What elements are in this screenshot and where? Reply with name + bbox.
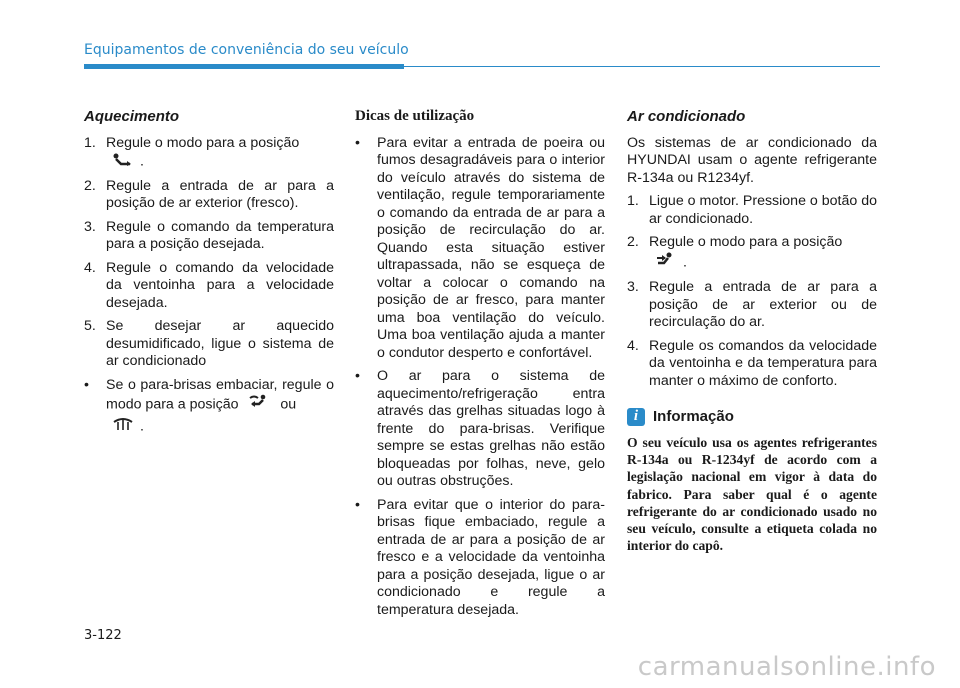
list-item (84, 318, 334, 371)
section-title: Equipamentos de conveniência do seu veículo (84, 42, 409, 58)
list-item (84, 178, 334, 213)
item-number: 4. (627, 337, 639, 354)
list-item (627, 338, 877, 391)
list-item (355, 497, 605, 620)
list-item (355, 368, 605, 491)
heating-heading: Aquecimento (84, 108, 180, 125)
face-vent-icon (655, 252, 677, 274)
item-text: Regule o comando da velocidade da ventoinha para a velocidade desejada. (106, 259, 334, 311)
item-number: 5. (84, 318, 96, 334)
item-number: 1. (627, 193, 639, 209)
item-text: Regule a entrada de ar para a posição de ar exterior ou de recirculação do ar. (649, 279, 877, 330)
item-text: Regule o modo para a posição (649, 234, 843, 250)
item-number: 3. (627, 279, 639, 295)
bullet: • (355, 496, 360, 513)
defrost-icon (112, 416, 134, 438)
info-title: Informação (653, 408, 734, 426)
ac-intro: Os sistemas de ar condicionado da HYUNDAI usam o agente refrigerante R-134a ou R1234yf. (627, 134, 877, 186)
tips-heading: Dicas de utilização (355, 108, 475, 124)
item-text: Se desejar ar aquecido desumidificado, ligue o sistema de ar condicionado (106, 318, 334, 369)
item-text-end: . (140, 153, 144, 170)
list-item (84, 377, 334, 438)
floor-defrost-icon (248, 394, 270, 416)
list-item (355, 135, 605, 363)
page-number: 3-122 (84, 628, 122, 643)
item-number: 3. (84, 218, 96, 235)
item-text: Se o para-brisas embaciar, regule o modo para a posição (106, 376, 334, 413)
list-item (84, 219, 334, 254)
watermark: carmanualsonline.info (637, 652, 936, 682)
bullet: • (84, 376, 89, 393)
air-conditioning-column (627, 108, 877, 554)
floor-vent-icon (112, 152, 134, 172)
item-text-end: . (140, 418, 144, 434)
info-text: O seu veículo usa os agentes refrigerantes R-134a ou R-1234yf de acordo com a legislação nacional em vigor à data do fabrico. Para saber qual é o agente refrigerante do ar condicionado usado no seu veículo, consulte a etiqueta colada no interior do capô. (627, 435, 877, 554)
header-rule-thick (84, 64, 404, 69)
list-item (627, 234, 877, 273)
list-item (84, 260, 334, 313)
item-number: 4. (84, 259, 96, 276)
info-icon: i (627, 408, 645, 426)
item-text: O ar para o sistema de aquecimento/refrigeração entra através das grelhas situadas logo à frente do para-brisas. Verifique sempre se estas grelhas não estão bloqueadas por folhas, neve, gelo ou outras obstruções. (377, 368, 605, 489)
tips-column (355, 108, 605, 625)
item-text: Regule o modo para a posição (106, 134, 300, 151)
list-item (627, 193, 877, 228)
item-text: Ligue o motor. Pressione o botão do ar condicionado. (649, 193, 877, 227)
bullet: • (355, 134, 360, 151)
item-text-end: . (683, 254, 687, 270)
bullet: • (355, 368, 360, 384)
list-item (627, 279, 877, 332)
item-number: 2. (84, 177, 96, 194)
item-text: Regule os comandos da velocidade da ventoinha e da temperatura para manter o máximo de conforto. (649, 337, 877, 389)
item-text: Para evitar a entrada de poeira ou fumos desagradáveis para o interior do veículo através do sistema de ventilação, regule temporariamente o comando da entrada de ar para a posição de recirculação do ar. Quando esta situação estiver ultrapassada, não se esqueça de voltar a colocar o comando na posição de ar fresco, para manter uma boa ventilação do veículo. Uma boa ventilação ajuda a manter o condutor desperto e confortável. (377, 134, 605, 361)
item-number: 2. (627, 234, 639, 250)
heating-column (84, 108, 334, 443)
item-number: 1. (84, 134, 96, 151)
info-header (627, 408, 877, 426)
list-item (84, 135, 334, 172)
item-text: Regule a entrada de ar para a posição de ar exterior (fresco). (106, 177, 334, 211)
header-rule-thin (404, 66, 880, 67)
ac-heading: Ar condicionado (627, 108, 746, 125)
item-text-mid: ou (280, 396, 297, 413)
item-text: Para evitar que o interior do para-brisas fique embaciado, regule a entrada de ar para a posição de ar fresco e a velocidade da ventoinha para a posição desejada, ligue o ar condicionado e regule a temperatura desejada. (377, 496, 605, 618)
item-text: Regule o comando da temperatura para a posição desejada. (106, 218, 334, 252)
